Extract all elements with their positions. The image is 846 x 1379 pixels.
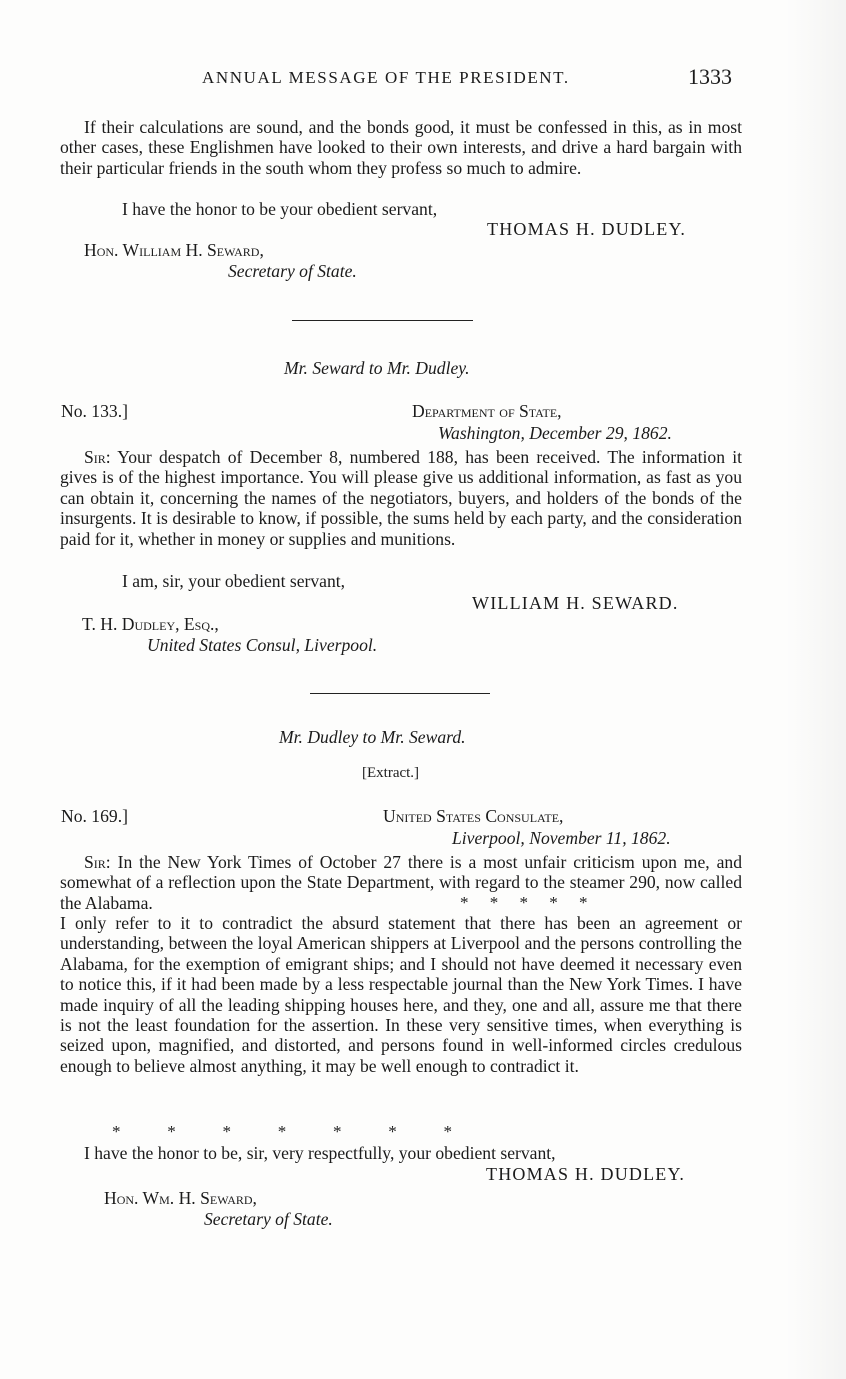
scan-edge-shading: [786, 0, 846, 1379]
letter3-body-a: [60, 852, 742, 913]
letter2-salutation: Sir:: [84, 447, 111, 467]
letter2-closing: I am, sir, your obedient servant,: [122, 571, 346, 591]
letter1-text: If their calculations are sound, and the bonds good, it must be confessed in this, as in most other cases, these Englishmen have looked to their own interests, and drive a hard bargain with their particular friends in the south whom they profess so much to admire.: [60, 117, 742, 178]
letter2-addressee-title: United States Consul, Liverpool.: [147, 635, 378, 655]
letter2-heading: Mr. Seward to Mr. Dudley.: [284, 358, 470, 378]
letter2-signature: WILLIAM H. SEWARD.: [472, 593, 679, 613]
letter3-number: No. 169.]: [61, 806, 128, 826]
letter1-paragraph: [60, 117, 742, 178]
letter3-text-a: [60, 852, 742, 913]
letter2-body: [60, 447, 742, 549]
letter3-office: United States Consulate,: [383, 806, 564, 826]
letter1-closing: I have the honor to be your obedient servant,: [122, 199, 438, 219]
section-divider-1: [292, 320, 473, 321]
letter2-body-text: Your despatch of December 8, numbered 188, has been received. The information it gives is of the highest importance. You will please give us additional information, as fast as you can obtain it, concerning the names of the negotiators, buyers, and holders of the bonds of the insurgents. It is desirable to know, if possible, the sums held by each party, and the consideration paid for it, whether in money or supplies and munitions.: [60, 447, 743, 549]
letter3-signature: THOMAS H. DUDLEY.: [486, 1164, 686, 1184]
letter1-addressee: [84, 240, 264, 261]
letter1-addressee-title: Secretary of State.: [228, 261, 357, 281]
letter2-number: No. 133.]: [61, 401, 128, 421]
page-number: 1333: [688, 64, 732, 89]
letter2-place-date: Washington, December 29, 1862.: [438, 423, 672, 443]
running-title: ANNUAL MESSAGE OF THE PRESIDENT.: [202, 68, 570, 87]
letter3-body-b: [60, 913, 742, 1076]
letter3-body-b-text: I only refer to it to contradict the absurd statement that there has been an agreement or understanding, between the loyal American shippers at Liverpool and the persons controlling the Alabama, for the exemption of emigrant ships; and I should not have deemed it necessary even to notice this, if it had been made by a less respectable journal than the New York Times. I have made inquiry of all the leading shipping houses here, and they, one and all, assure me that there is not the least foundation for the assertion. In these very sensitive times, when everything is seized upon, magnified, and distorted, and persons found in well-informed circles credulous enough to believe almost anything, it may be well enough to contradict it.: [60, 913, 742, 1076]
letter2-addressee: T. H. Dudley, Esq.,: [82, 614, 219, 634]
letter3-heading: Mr. Dudley to Mr. Seward.: [279, 727, 466, 747]
letter2-text: [60, 447, 742, 549]
letter1-addressee-name: Hon. William H. Seward,: [84, 240, 264, 260]
letter3-extract-label: [Extract.]: [362, 765, 420, 781]
letter3-place-date: Liverpool, November 11, 1862.: [452, 828, 671, 848]
letter2-department: Department of State,: [412, 401, 562, 421]
letter3-salutation: Sir:: [84, 852, 111, 872]
ellipsis-stars-line: * * * * * * *: [112, 1122, 452, 1141]
letter3-addressee: Hon. Wm. H. Seward,: [104, 1188, 257, 1208]
section-divider-2: [310, 693, 490, 694]
ellipsis-stars-inline: * * * * *: [460, 893, 588, 912]
letter3-addressee-title: Secretary of State.: [204, 1209, 333, 1229]
letter3-closing: I have the honor to be, sir, very respectfully, your obedient servant,: [84, 1143, 556, 1163]
letter3-body-a-text: In the New York Times of October 27 there is a most unfair criticism upon me, and somewhat of a reflection upon the State Department, with regard to the steamer 290, now called the Alabama.: [60, 852, 742, 913]
letter1-signature: THOMAS H. DUDLEY.: [487, 219, 687, 239]
